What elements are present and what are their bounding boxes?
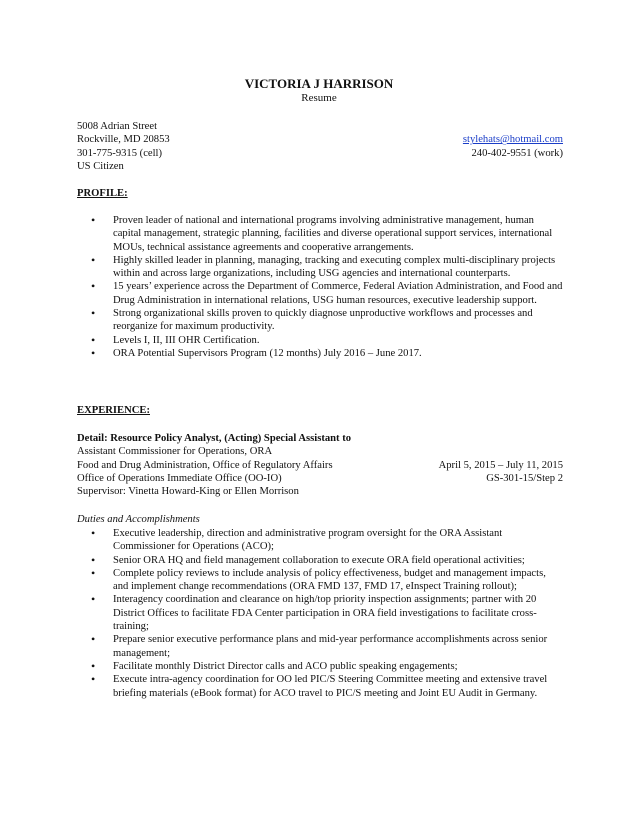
profile-item: • ORA Potential Supervisors Program (12 months) July 2016 – June 2017. bbox=[77, 347, 563, 360]
duty-item: • Interagency coordination and clearance on high/top priority inspection assignments; partner with 20 District Offices to facilitate FDA Center participation in ORA field investigations to facilitate cross-training; bbox=[77, 593, 563, 633]
street-address: 5008 Adrian Street bbox=[77, 121, 158, 132]
contact-block bbox=[77, 120, 563, 173]
profile-item: • Levels I, II, III OHR Certification. bbox=[77, 334, 563, 347]
profile-item: • Proven leader of national and international programs involving administrative management, human capital management, strategic planning, facilities and diverse operational support services, international MOUs, technical assistance agreements and cooperative arrangements. bbox=[77, 214, 563, 254]
work-phone: 240-402-9551 (work) bbox=[471, 147, 563, 159]
profile-item: • Highly skilled leader in planning, managing, tracking and executing complex multi-disciplinary projects within and across large organizations, including USG agencies and international counterparts. bbox=[77, 254, 563, 281]
email-link[interactable]: stylehats@hotmail.com bbox=[462, 134, 563, 146]
duties-list bbox=[77, 527, 563, 700]
duties-heading: Duties and Accomplishments bbox=[77, 514, 200, 525]
job-dates: April 5, 2015 – July 11, 2015 bbox=[438, 459, 563, 471]
candidate-name: VICTORIA J HARRISON bbox=[244, 76, 394, 91]
duty-item: • Execute intra-agency coordination for OO led PIC/S Steering Committee meeting and extensive travel briefing materials (eBook format) for ACO travel to PIC/S meeting and Joint EU Audit in Germany. bbox=[77, 673, 563, 700]
profile-item: • 15 years’ experience across the Department of Commerce, Federal Aviation Administration, and Food and Drug Administration in international relations, USG human resources, executive leadership support. bbox=[77, 280, 563, 307]
job-block bbox=[77, 432, 563, 498]
experience-heading: EXPERIENCE: bbox=[77, 405, 150, 416]
duty-item: • Facilitate monthly District Director calls and ACO public speaking engagements; bbox=[77, 660, 563, 673]
job-title-line2: Assistant Commissioner for Operations, ORA bbox=[77, 446, 273, 458]
job-org-row bbox=[77, 459, 563, 472]
job-office-row bbox=[77, 472, 563, 485]
contact-row-city bbox=[77, 133, 563, 146]
job-title: Detail: Resource Policy Analyst, (Acting) Special Assistant to bbox=[77, 433, 352, 444]
contact-row-phone bbox=[77, 147, 563, 160]
citizenship: US Citizen bbox=[77, 160, 124, 172]
duty-item: • Executive leadership, direction and administrative program oversight for the ORA Assistant Commissioner for Operations (ACO); bbox=[77, 527, 563, 554]
job-organization: Food and Drug Administration, Office of Regulatory Affairs bbox=[77, 459, 333, 471]
job-office: Office of Operations Immediate Office (OO-IO) bbox=[77, 472, 282, 484]
duty-item: • Senior ORA HQ and field management collaboration to execute ORA field operational activities; bbox=[77, 554, 563, 567]
job-grade: GS-301-15/Step 2 bbox=[486, 472, 563, 484]
document-type: Resume bbox=[301, 92, 337, 104]
cell-phone: 301-775-9315 (cell) bbox=[77, 147, 163, 159]
duty-item: • Complete policy reviews to include analysis of policy effectiveness, budget and management impacts, and implement change recommendations (ORA FMD 137, FMD 17, eInspect Training rollout); bbox=[77, 567, 563, 594]
profile-heading: PROFILE: bbox=[77, 188, 128, 199]
profile-item: • Strong organizational skills proven to quickly diagnose unproductive workflows and processes and reorganize for maximum productivity. bbox=[77, 307, 563, 334]
job-supervisor: Supervisor: Vinetta Howard-King or Ellen Morrison bbox=[77, 486, 299, 498]
profile-list bbox=[77, 214, 563, 360]
duty-item: • Prepare senior executive performance plans and mid-year performance accomplishments across senior management; bbox=[77, 633, 563, 660]
city-state-zip: Rockville, MD 20853 bbox=[77, 134, 170, 146]
